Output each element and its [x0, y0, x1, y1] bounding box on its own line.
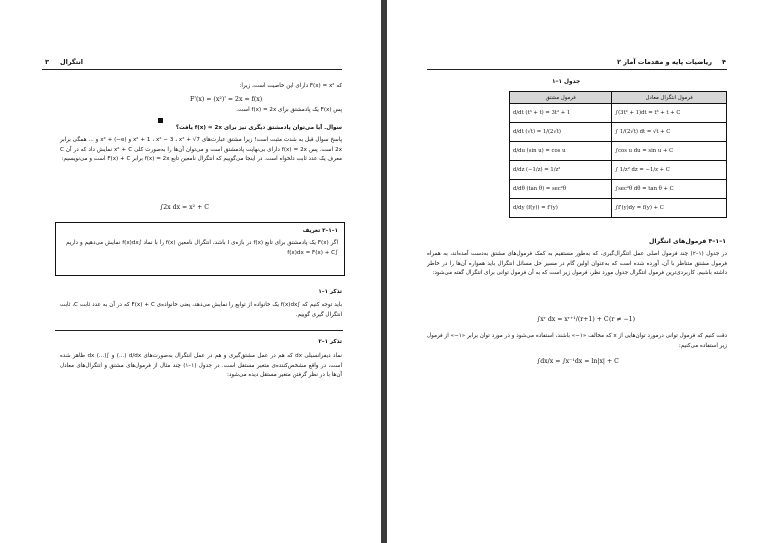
table-header-row [510, 92, 727, 104]
section-paragraph: در جدول (۱–۲) چند فرمول اصلی عمل انتگرال‌گیری، که به‌طور مستقیم به کمک فرمول‌های مشتق به‌دست آمده‌اند، به همراه فرمول مشتق متناظر با آن، آورده شده است که به‌عنوان اولین گام در مسیر حل مسائل انتگرال باید همواره آن‌ها را در خاطر داشته باشیم. کاربردی‌ترین فرمول انتگرال جدول مورد نظر، فرمول زیر است که به آن فرمول توانی برای انتگرال گفته می‌شود: [427, 251, 728, 277]
column-header: فرمول انتگرال معادل [612, 92, 727, 104]
table-row [510, 104, 727, 123]
header-rule [42, 69, 342, 70]
derivative-cell: d/dt (√t) = 1/(2√t) [510, 123, 612, 142]
derivative-cell: d/dt (t³ + t) = 3t² + 1 [510, 104, 612, 123]
derivative-cell: d/dy (f(y)) = f'(y) [510, 199, 612, 218]
integral-cell: ∫ 1/z² dz = −1/z + C [612, 161, 727, 180]
equation: ∫2x dx = x² + C [160, 204, 210, 211]
table-row [510, 123, 727, 142]
paragraph: پس F(x) یک پادمشتق برای f(x) = 2x است. [236, 107, 342, 113]
integral-cell: ∫f'(y)dy = f(y) + C [612, 199, 727, 218]
note-text: باید توجه کنیم که ∫f(x)dx یک خانواده از توابع را نمایش می‌دهد، یعنی خانواده‌ی F(x) + C که در آن به عدد ثابت C، ثابت انتگرال گیری گوییم. [60, 302, 343, 318]
running-header: انتگرال [60, 58, 84, 66]
question: سوال. آیا می‌توان پادمشتق دیگری نیز برای f(x) = 2x یافت؟ [175, 125, 342, 131]
table-row [510, 142, 727, 161]
page-number: ۴ [722, 58, 726, 66]
section-title: ۱–۱–۴ فرمول‌های انتگرال [648, 238, 726, 245]
formula-table [509, 91, 727, 218]
equation: F'(x) = (x²)' = 2x = f(x) [190, 96, 263, 103]
header-rule [427, 69, 727, 70]
note-title: تذکر ۱–۲ [318, 339, 342, 345]
paragraph: که F(x) = x² دارای این خاصیت است، زیرا: [239, 83, 342, 89]
note-title: تذکر ۱–۱ [318, 289, 342, 295]
page-number: ۳ [45, 58, 49, 66]
column-header: فرمول مشتق [510, 92, 612, 104]
power-condition: (r ≠ −1) [609, 316, 636, 323]
derivative-cell: d/du (sin u) = cos u [510, 142, 612, 161]
definition-title: ۱–۱–۳ تعریف [302, 228, 338, 234]
running-header: ریاضیات پایه و مقدمات آمار ۲ [616, 58, 712, 66]
table-row [510, 180, 727, 199]
table-row [510, 161, 727, 180]
note-text: نماد دیفرانسیلی dx که هم در عمل مشتق‌گیری و هم در عمل انتگرال به‌صورت‌های d/dx (...) و ∫(...) dx ظاهر شده است، در واقع مشخص‌کننده‌ی متغیر مستقل است. در جدول (۱–۱) چند مثال از فرمول‌های مشتق و انتگرال‌های معادل آن‌ها با در نظر گرفتن متغیر مستقل دیده می‌شود: [60, 353, 342, 379]
table-row [510, 199, 727, 218]
answer-paragraph: پاسخ سوال قبل به شدت مثبت است! زیرا مشتق عبارت‌های x² + 1 ، x² − 3 ، x² + √7 و x² + (−e) و ... همگی برابر 2x است. پس f(x) = 2x دارای بی‌نهایت پادمشتق است و می‌توان آن‌ها را به‌صورت کلی x² + C نمایش داد که در آن C معرف یک عدد ثابت دلخواه است. در اینجا می‌گوییم که انتگرال نامعین تابع f(x) = 2x برابر F(x) + C است و می‌نویسیم: [60, 137, 343, 163]
integral-cell: ∫(3t² + 1)dt = t³ + t + C [612, 104, 727, 123]
divider [55, 330, 343, 331]
integral-cell: ∫ 1/(2√t) dt = √t + C [612, 123, 727, 142]
integral-cell: ∫sec²θ dθ = tan θ + C [612, 180, 727, 199]
right-page [387, 0, 768, 543]
power-note: دقت کنیم که فرمول توانی درمورد توان‌هایی از x که مخالف «۱−» باشند، استفاده می‌شود و در مورد توان برابر «۱−» از فرمول زیر استفاده می‌کنیم: [427, 333, 727, 349]
derivative-cell: d/dz (−1/z) = 1/z² [510, 161, 612, 180]
log-formula: ∫dx/x = ∫x⁻¹dx = ln|x| + C [537, 358, 619, 365]
power-formula: ∫xʳ dx = xʳ⁺¹/(r+1) + C [537, 316, 609, 323]
derivative-cell: d/dθ (tan θ) = sec²θ [510, 180, 612, 199]
left-page [0, 0, 381, 543]
definition-box [55, 222, 345, 276]
definition-text: اگر F(x) یک پادمشتق برای تابع f(x) در بازه‌ی I باشد، انتگرال نامعین f(x) را با نماد ∫f(x)dx نمایش می‌دهیم و داریم ∫f(x)dx = F(x) + C [66, 240, 338, 256]
table-caption: جدول ۱–۱ [552, 79, 581, 85]
integral-cell: ∫cos u du = sin u + C [612, 142, 727, 161]
